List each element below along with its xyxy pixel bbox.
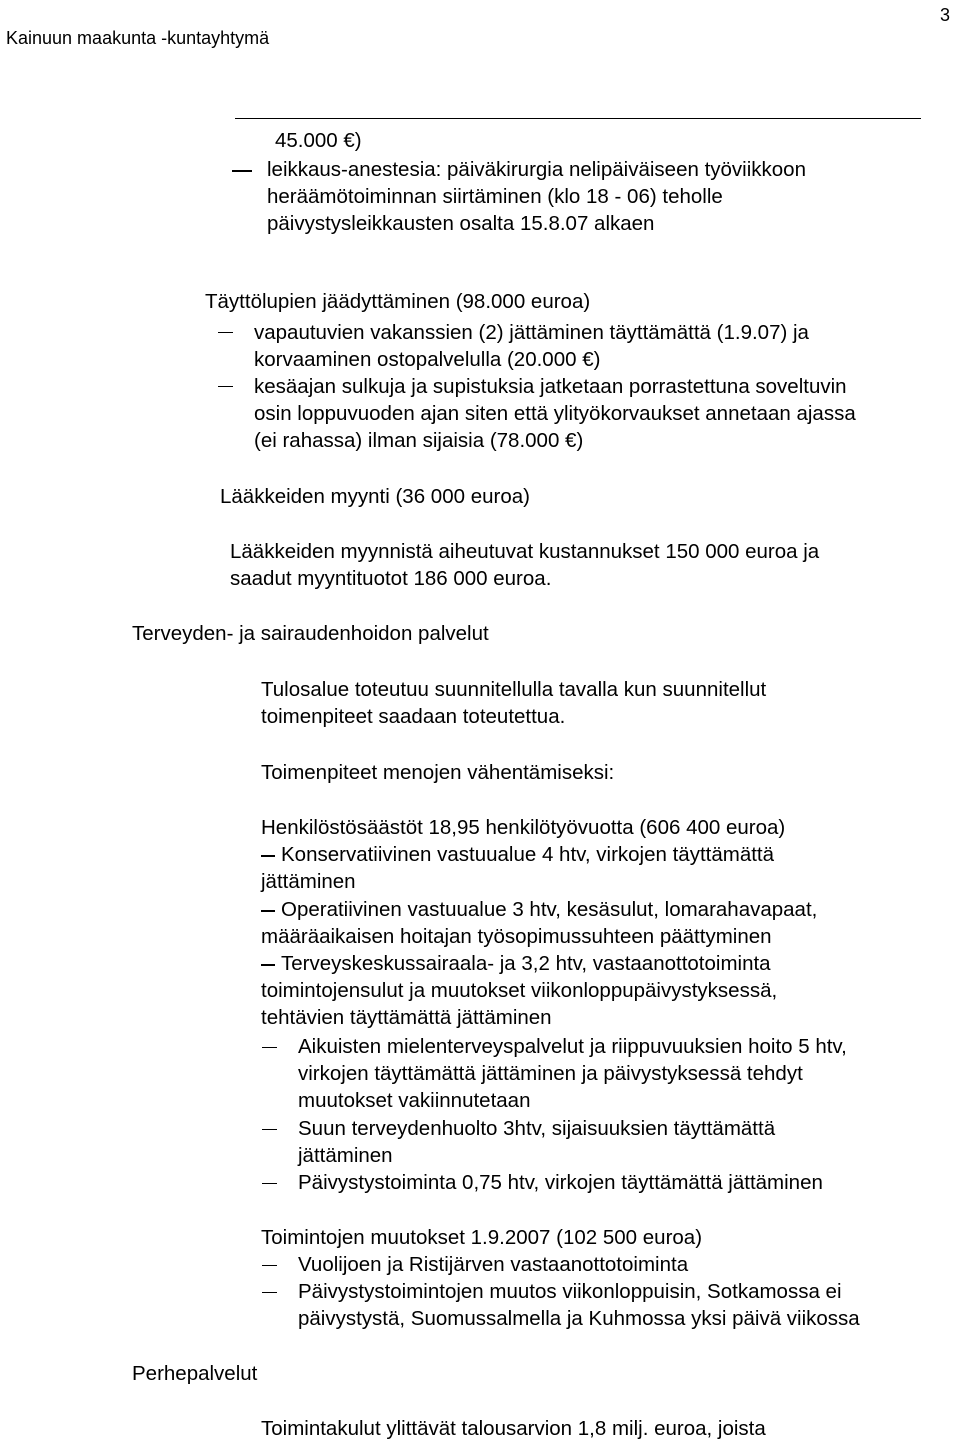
hospital-line2: toimintojensulut ja muutokset viikonloppupäivystyksessä,	[261, 979, 778, 1002]
mental-health-line1: Aikuisten mielenterveyspalvelut ja riippuvuuksien hoito 5 htv,	[298, 1035, 847, 1058]
mental-health-line2: virkojen täyttämättä jättäminen ja päivystyksessä tehdyt	[298, 1062, 803, 1085]
bullet-dash	[218, 332, 233, 333]
dental-line1: Suun terveydenhuolto 3htv, sijaisuuksien täyttämättä	[298, 1117, 776, 1140]
change2-line1: Päivystystoimintojen muutos viikonloppuisin, Sotkamossa ei	[298, 1280, 842, 1303]
page-number: 3	[940, 5, 951, 25]
hospital-line3: tehtävien täyttämättä jättäminen	[261, 1006, 552, 1029]
header-rule	[235, 118, 921, 119]
bullet-dash	[218, 386, 233, 387]
bullet-dash	[261, 964, 275, 966]
outcome-line1: Tulosalue toteutuu suunnitellulla tavalla kun suunnitellut	[261, 678, 767, 701]
freeze-item2-line1: kesäajan sulkuja ja supistuksia jatketaan porrastettuna soveltuvin	[254, 375, 847, 398]
hospital-line1: Terveyskeskussairaala- ja 3,2 htv, vastaanottotoiminta	[281, 952, 771, 975]
continued-amount: 45.000 €)	[275, 129, 362, 152]
change2-line2: päivystystä, Suomussalmella ja Kuhmossa yksi päivä viikossa	[298, 1307, 860, 1330]
bullet-dash	[262, 1183, 277, 1184]
freeze-item2-line3: (ei rahassa) ilman sijaisia (78.000 €)	[254, 429, 584, 452]
surgery-item-line2: heräämötoiminnan siirtäminen (klo 18 - 06) teholle	[267, 185, 723, 208]
freeze-item1-line1: vapautuvien vakanssien (2) jättäminen täyttämättä (1.9.07) ja	[254, 321, 809, 344]
outcome-line2: toimenpiteet saadaan toteutettua.	[261, 705, 566, 728]
organization-header: Kainuun maakunta -kuntayhtymä	[6, 28, 270, 48]
conservative-line1: Konservatiivinen vastuualue 4 htv, virkojen täyttämättä	[281, 843, 775, 866]
changes-heading: Toimintojen muutokset 1.9.2007 (102 500 euroa)	[261, 1226, 703, 1249]
health-heading: Terveyden- ja sairaudenhoidon palvelut	[132, 622, 489, 645]
bullet-dash	[232, 170, 252, 172]
operative-line1: Operatiivinen vastuualue 3 htv, kesäsulut, lomarahavapaat,	[281, 898, 818, 921]
bullet-dash	[262, 1292, 277, 1293]
operative-line2: määräaikaisen hoitajan työsopimussuhteen päättyminen	[261, 925, 772, 948]
freeze-item2-line2: osin loppuvuoden ajan siten että ylityökorvaukset annetaan ajassa	[254, 402, 856, 425]
medicine-heading: Lääkkeiden myynti (36 000 euroa)	[220, 485, 530, 508]
freeze-heading: Täyttölupien jäädyttäminen (98.000 euroa)	[205, 290, 591, 313]
change1: Vuolijoen ja Ristijärven vastaanottotoiminta	[298, 1253, 689, 1276]
emergency-line1: Päivystystoiminta 0,75 htv, virkojen täyttämättä jättäminen	[298, 1171, 823, 1194]
freeze-item1-line2: korvaaminen ostopalvelulla (20.000 €)	[254, 348, 601, 371]
conservative-line2: jättäminen	[261, 870, 356, 893]
bullet-dash	[262, 1265, 277, 1266]
surgery-item-line3: päivystysleikkausten osalta 15.8.07 alkaen	[267, 212, 655, 235]
bullet-dash	[261, 855, 275, 857]
bullet-dash	[262, 1129, 277, 1130]
family-heading: Perhepalvelut	[132, 1362, 258, 1385]
staff-savings-heading: Henkilöstösäästöt 18,95 henkilötyövuotta (606 400 euroa)	[261, 816, 786, 839]
medicine-text-line2: saadut myyntituotot 186 000 euroa.	[230, 567, 552, 590]
surgery-item-line1: leikkaus-anestesia: päiväkirurgia nelipäiväiseen työviikkoon	[267, 158, 806, 181]
family-costs: Toimintakulut ylittävät talousarvion 1,8 milj. euroa, joista	[261, 1417, 766, 1440]
mental-health-line3: muutokset vakiinnutetaan	[298, 1089, 531, 1112]
bullet-dash	[262, 1047, 277, 1048]
bullet-dash	[261, 910, 275, 912]
dental-line2: jättäminen	[298, 1144, 393, 1167]
medicine-text-line1: Lääkkeiden myynnistä aiheutuvat kustannukset 150 000 euroa ja	[230, 540, 820, 563]
measures-heading: Toimenpiteet menojen vähentämiseksi:	[261, 761, 615, 784]
